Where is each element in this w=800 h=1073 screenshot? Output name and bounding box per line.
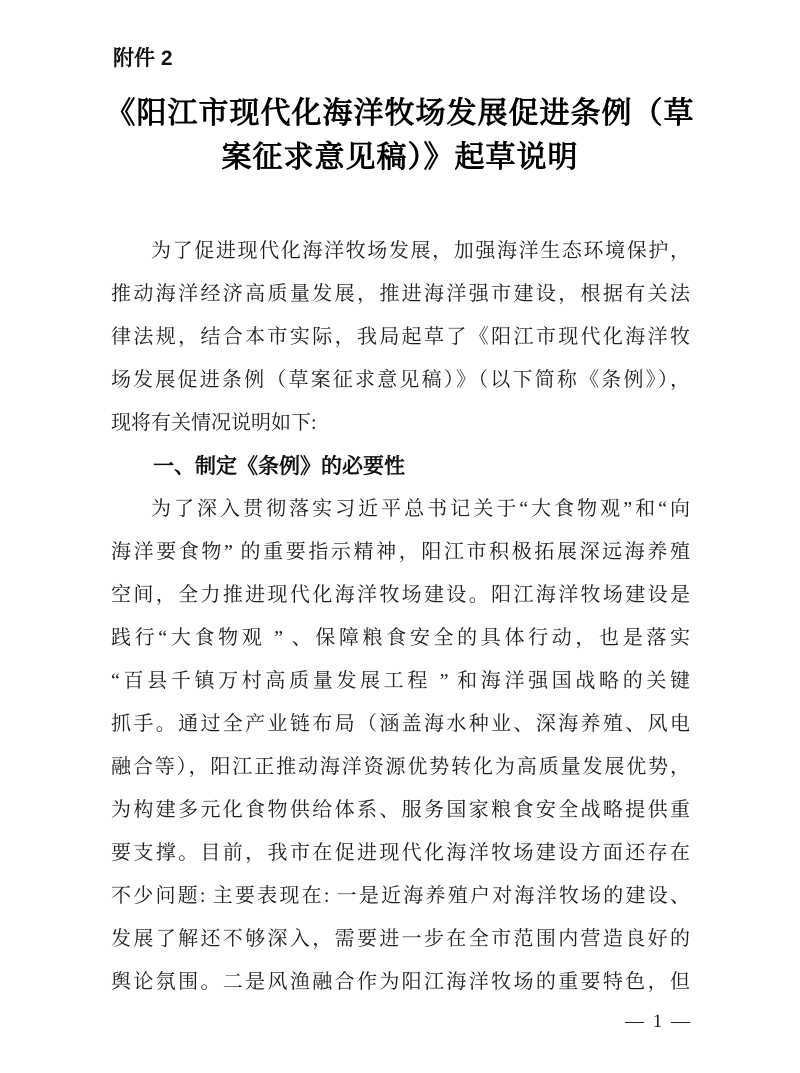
paragraph-line: 融合等），阳江正推动海洋资源优势转化为高质量发展优势， xyxy=(111,756,690,778)
paragraph-line: “百县千镇万村高质量发展工程 ” 和海洋强国战略的关键 xyxy=(111,670,690,692)
paragraph-line: 场发展促进条例（草案征求意见稿）》（以下简称《条例》）， xyxy=(111,369,690,391)
section-heading: 一、制定《条例》的必要性 xyxy=(153,455,405,478)
paragraph-line: 不少问题: 主要表现在: 一是近海养殖户对海洋牧场的建设、 xyxy=(111,885,690,907)
document-body xyxy=(111,230,690,1004)
paragraph-line: 为了深入贯彻落实习近平总书记关于“大食物观”和“向 xyxy=(151,498,690,520)
paragraph-line: 海洋要食物” 的重要指示精神，阳江市积极拓展深远海养殖 xyxy=(111,541,690,563)
document-title-line-1: 《阳江市现代化海洋牧场发展促进条例（草 xyxy=(105,97,695,130)
paragraph-line: 律法规，结合本市实际，我局起草了《阳江市现代化海洋牧 xyxy=(111,326,690,348)
paragraph-line: 舆论氛围。二是风渔融合作为阳江海洋牧场的重要特色，但 xyxy=(111,971,690,993)
paragraph-line: 发展了解还不够深入，需要进一步在全市范围内营造良好的 xyxy=(111,928,690,950)
paragraph-line: 现将有关情况说明如下: xyxy=(111,412,317,434)
page-number: — 1 — xyxy=(625,1011,692,1032)
paragraph-line: 为构建多元化食物供给体系、服务国家粮食安全战略提供重 xyxy=(111,799,690,821)
paragraph-line: 推动海洋经济高质量发展，推进海洋强市建设，根据有关法 xyxy=(111,283,690,305)
paragraph-line: 抓手。通过全产业链布局（涵盖海水种业、深海养殖、风电 xyxy=(111,713,690,735)
attachment-label: 附件 2 xyxy=(113,47,173,70)
paragraph-line: 要支撑。目前，我市在促进现代化海洋牧场建设方面还存在 xyxy=(111,842,690,864)
paragraph-line: 空间，全力推进现代化海洋牧场建设。阳江海洋牧场建设是 xyxy=(111,584,690,606)
paragraph-line: 为了促进现代化海洋牧场发展，加强海洋生态环境保护， xyxy=(151,240,690,262)
document-title xyxy=(88,92,712,180)
paragraph-line: 践行“大食物观 ” 、保障粮食安全的具体行动，也是落实 xyxy=(111,627,690,649)
document-title-line-2: 案征求意见稿）》起草说明 xyxy=(221,141,579,174)
